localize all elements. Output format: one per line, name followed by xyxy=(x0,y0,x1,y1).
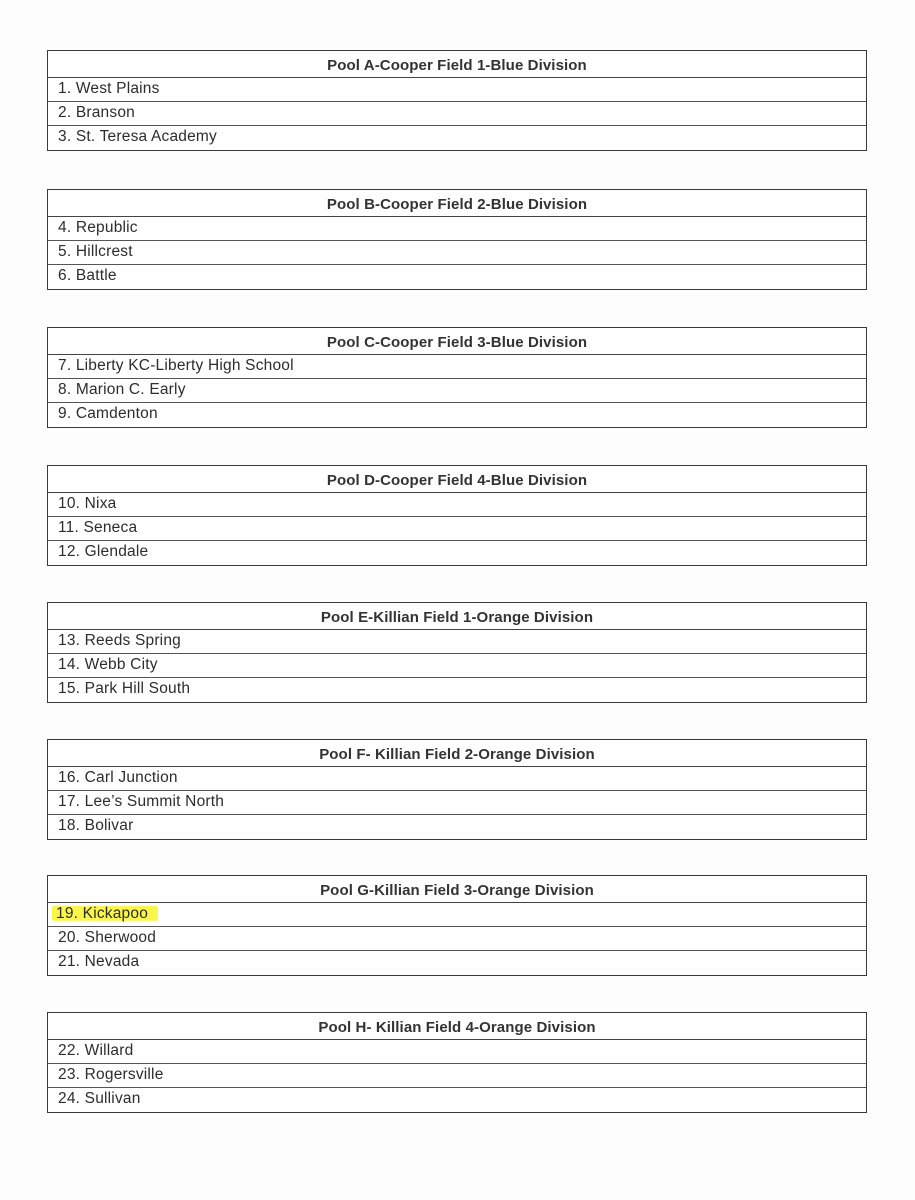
pool-table-c xyxy=(47,327,867,428)
pool-title: Pool B-Cooper Field 2-Blue Division xyxy=(48,190,866,217)
pool-title: Pool C-Cooper Field 3-Blue Division xyxy=(48,328,866,355)
pool-title: Pool H- Killian Field 4-Orange Division xyxy=(48,1013,866,1040)
team-row: 11. Seneca xyxy=(48,517,866,541)
pool-table-g xyxy=(47,875,867,976)
pool-table-e xyxy=(47,602,867,703)
team-row: 21. Nevada xyxy=(58,953,140,970)
pool-title: Pool D-Cooper Field 4-Blue Division xyxy=(48,466,866,493)
pool-title: Pool G-Killian Field 3-Orange Division xyxy=(48,876,866,903)
team-row: 4. Republic xyxy=(48,217,866,241)
team-row: 17. Lee’s Summit North xyxy=(48,791,866,815)
team-row: 7. Liberty KC-Liberty High School xyxy=(48,355,866,379)
pool-title: Pool F- Killian Field 2-Orange Division xyxy=(48,740,866,767)
highlighted-team: 19. Kickapoo xyxy=(52,905,158,922)
pool-title: Pool A-Cooper Field 1-Blue Division xyxy=(48,51,866,78)
team-row: 6. Battle xyxy=(58,267,117,284)
team-row: 22. Willard xyxy=(48,1040,866,1064)
pool-table-b xyxy=(47,189,867,290)
team-row: 13. Reeds Spring xyxy=(48,630,866,654)
pool-table-a xyxy=(47,50,867,151)
team-row: 3. St. Teresa Academy xyxy=(58,128,217,145)
team-row: 15. Park Hill South xyxy=(58,680,191,697)
team-row: 18. Bolivar xyxy=(58,817,134,834)
team-row: 23. Rogersville xyxy=(48,1064,866,1088)
team-row xyxy=(48,903,866,927)
pool-title: Pool E-Killian Field 1-Orange Division xyxy=(48,603,866,630)
team-row: 5. Hillcrest xyxy=(48,241,866,265)
team-row: 2. Branson xyxy=(48,102,866,126)
pool-table-d xyxy=(47,465,867,566)
pool-table-h xyxy=(47,1012,867,1113)
team-row: 8. Marion C. Early xyxy=(48,379,866,403)
team-row: 1. West Plains xyxy=(48,78,866,102)
team-row: 14. Webb City xyxy=(48,654,866,678)
team-row: 12. Glendale xyxy=(58,543,149,560)
pool-table-f xyxy=(47,739,867,840)
team-row: 16. Carl Junction xyxy=(48,767,866,791)
team-row: 20. Sherwood xyxy=(48,927,866,951)
team-row: 9. Camdenton xyxy=(58,405,158,422)
team-row: 10. Nixa xyxy=(48,493,866,517)
team-row: 24. Sullivan xyxy=(58,1090,141,1107)
